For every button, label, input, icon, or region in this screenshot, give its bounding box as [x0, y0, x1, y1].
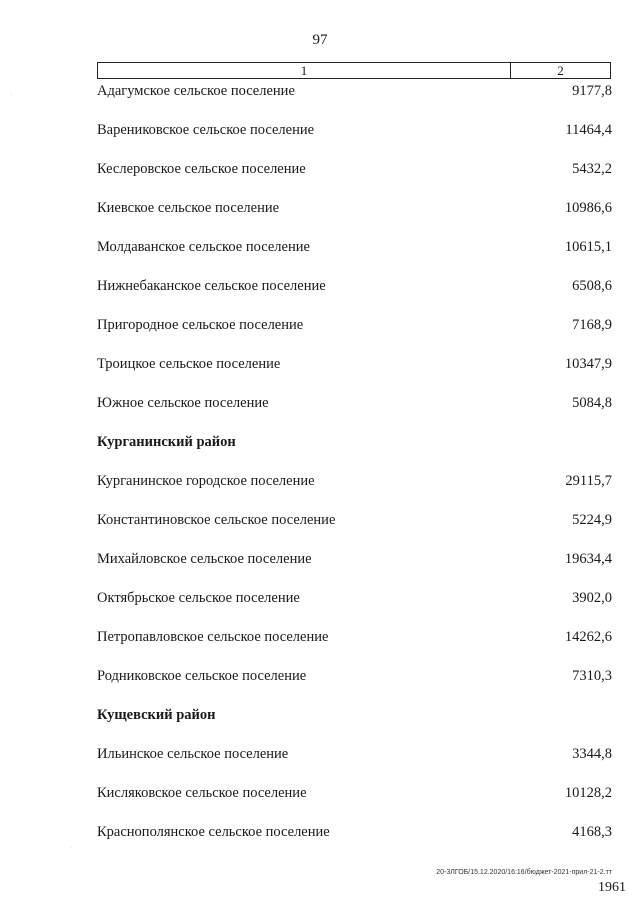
amount-value: 3344,8 — [572, 746, 612, 762]
table-row — [97, 587, 612, 626]
amount-value: 10128,2 — [564, 785, 612, 801]
table-row — [97, 509, 612, 548]
settlement-name: Пригородное сельское поселение — [97, 317, 304, 333]
table-header — [97, 62, 611, 79]
amount-value: 5432,2 — [572, 161, 612, 177]
settlement-name: Южное сельское поселение — [97, 395, 269, 411]
settlement-name: Молдаванское сельское поселение — [97, 239, 310, 255]
amount-value: 7310,3 — [572, 668, 612, 684]
table-row — [97, 743, 612, 782]
district-heading-row — [97, 704, 612, 743]
table-row — [97, 782, 612, 821]
amount-value: 10615,1 — [564, 239, 612, 255]
settlement-name: Ильинское сельское поселение — [97, 746, 289, 762]
settlement-name: Киевское сельское поселение — [97, 200, 280, 216]
settlement-name: Троицкое сельское поселение — [97, 356, 281, 372]
amount-value: 5084,8 — [572, 395, 612, 411]
table-row — [97, 626, 612, 665]
footer-reference: 20-3ЛГОБ/15.12.2020/16:16/бюджет-2021-прил-21-2.тт — [436, 869, 612, 876]
settlement-name: Петропавловское сельское поселение — [97, 629, 329, 645]
amount-value: 4168,3 — [572, 824, 612, 840]
settlement-name: Адагумское сельское поселение — [97, 83, 295, 99]
table-row — [97, 275, 612, 314]
amount-value: 14262,6 — [564, 629, 612, 645]
settlement-name: Краснополянское сельское поселение — [97, 824, 330, 840]
settlement-table — [97, 80, 612, 860]
table-row — [97, 821, 612, 860]
amount-value: 11464,4 — [565, 122, 612, 138]
amount-value: 10986,6 — [564, 200, 612, 216]
amount-value: 6508,6 — [572, 278, 612, 294]
scan-mark: · — [10, 92, 12, 98]
district-heading-row — [97, 431, 612, 470]
amount-value: 19634,4 — [564, 551, 612, 567]
settlement-name: Родниковское сельское поселение — [97, 668, 307, 684]
amount-value: 29115,7 — [565, 473, 612, 489]
amount-value: 7168,9 — [572, 317, 612, 333]
district-name: Кущевский район — [97, 707, 216, 723]
table-row — [97, 665, 612, 704]
table-row — [97, 158, 612, 197]
settlement-name: Кеслеровское сельское поселение — [97, 161, 306, 177]
table-row — [97, 470, 612, 509]
page-number: 97 — [312, 32, 328, 48]
column-1-header: 1 — [98, 63, 511, 78]
table-row — [97, 392, 612, 431]
amount-value: 3902,0 — [572, 590, 612, 606]
table-row — [97, 236, 612, 275]
table-row — [97, 548, 612, 587]
amount-value: 5224,9 — [572, 512, 612, 528]
sheet-number: 1961 — [598, 880, 626, 895]
district-name: Курганинский район — [97, 434, 236, 450]
settlement-name: Варениковское сельское поселение — [97, 122, 315, 138]
settlement-name: Михайловское сельское поселение — [97, 551, 312, 567]
table-row — [97, 353, 612, 392]
settlement-name: Нижнебаканское сельское поселение — [97, 278, 326, 294]
amount-value: 9177,8 — [572, 83, 612, 99]
settlement-name: Курганинское городское поселение — [97, 473, 315, 489]
settlement-name: Кисляковское сельское поселение — [97, 785, 307, 801]
table-row — [97, 80, 612, 119]
table-row — [97, 197, 612, 236]
table-row — [97, 314, 612, 353]
amount-value: 10347,9 — [564, 356, 612, 372]
table-row — [97, 119, 612, 158]
scan-mark: · — [70, 845, 72, 851]
settlement-name: Октябрьское сельское поселение — [97, 590, 300, 606]
settlement-name: Константиновское сельское поселение — [97, 512, 336, 528]
column-2-header: 2 — [557, 63, 564, 78]
